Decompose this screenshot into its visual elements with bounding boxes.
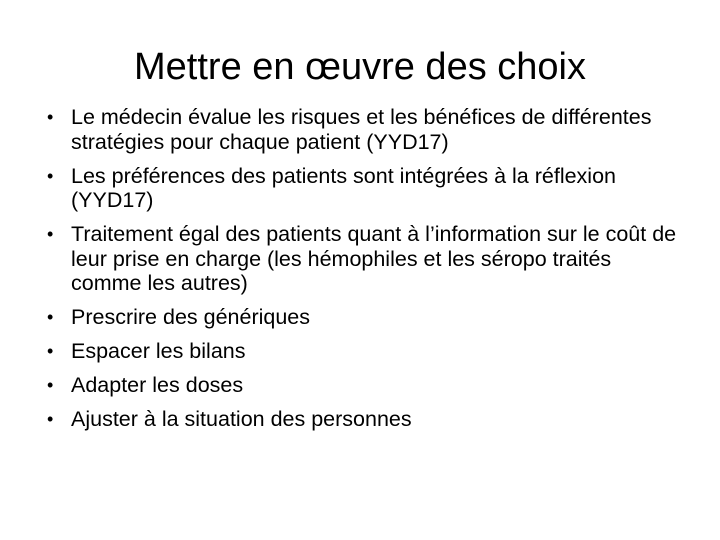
bullet-text: Ajuster à la situation des personnes bbox=[71, 407, 412, 431]
bullet-list bbox=[47, 105, 687, 441]
bullet-icon: • bbox=[47, 375, 54, 395]
list-item bbox=[47, 407, 687, 432]
bullet-icon: • bbox=[47, 307, 54, 327]
list-item bbox=[47, 373, 687, 398]
list-item bbox=[47, 305, 687, 330]
bullet-icon: • bbox=[47, 341, 54, 361]
bullet-text: Prescrire des génériques bbox=[71, 305, 311, 329]
list-item bbox=[47, 105, 687, 154]
list-item bbox=[47, 339, 687, 364]
bullet-text: Traitement égal des patients quant à l’information sur le coût de leur prise en charge (les hémophiles et les séropo traités comme les autres) bbox=[71, 222, 677, 295]
bullet-icon: • bbox=[47, 107, 54, 127]
list-item bbox=[47, 164, 687, 213]
bullet-icon: • bbox=[47, 409, 54, 429]
bullet-icon: • bbox=[47, 165, 54, 186]
bullet-text: Les préférences des patients sont intégrées à la réflexion (YYD17) bbox=[71, 163, 616, 212]
slide-title: Mettre en œuvre des choix bbox=[134, 46, 586, 88]
bullet-text: Adapter les doses bbox=[71, 373, 244, 397]
bullet-text: Le médecin évalue les risques et les bénéfices de différentes stratégies pour chaque patient (YYD17) bbox=[71, 105, 652, 154]
list-item bbox=[47, 222, 687, 296]
bullet-text: Espacer les bilans bbox=[71, 339, 246, 363]
bullet-icon: • bbox=[47, 224, 54, 244]
